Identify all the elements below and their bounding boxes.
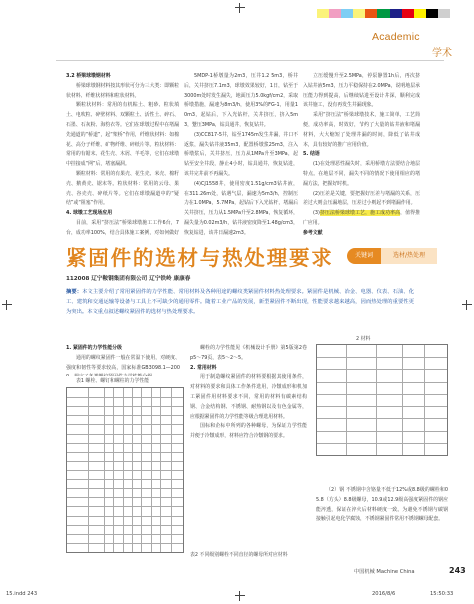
table-row-line bbox=[67, 424, 183, 425]
paragraph: 颗粒状材料：常用的有机粘土、粗砂、粒状填土、电吹粒、碎壁材料、双颗粒土、活性土、碎石、石墨、石灰粉、海豹衣等。它们在球墩过程中在堵漏先通道的“桥道”，起“架桥”作用，纤维状材料：如棉花、高分子纤维、矿物纤维、碎纸片等。粒状材料：常用的有锯末、花生壳、木屑、羊毛等，它们在球墩中挂接成“网”后，堵塞漏洞。 bbox=[66, 102, 179, 168]
table-row-line bbox=[67, 543, 183, 544]
color-swatch bbox=[365, 9, 377, 18]
register-mark-right bbox=[462, 300, 472, 310]
table-col-line bbox=[171, 388, 172, 552]
table-col-line bbox=[151, 388, 152, 552]
header-rule bbox=[56, 60, 444, 61]
color-swatch bbox=[317, 9, 329, 18]
table-col-line bbox=[132, 388, 133, 552]
color-swatch bbox=[353, 9, 365, 18]
table-col-line bbox=[376, 345, 377, 455]
article1-col1 bbox=[66, 72, 179, 236]
table-col-line bbox=[160, 388, 161, 552]
color-swatch bbox=[341, 9, 353, 18]
article1-col2 bbox=[184, 72, 298, 236]
abstract-label: 摘要： bbox=[66, 289, 83, 295]
paragraph: (3)CC817-5井，钻至1745m发生井漏，井口不返浆，漏失钻井液35m3，配置桥墩浆25m3，注入桥墩浆后，关井挤压，压力从1MPa升至3MPa，起钻至安全井段，静止4小时，钻具通井，恢复钻进，该井完井前不再漏失。 bbox=[184, 131, 298, 177]
page-number: 243 bbox=[449, 566, 466, 575]
slug-filename: 15.indd 243 bbox=[6, 591, 38, 597]
paragraph: 立压缓慢升至2.5MPa，停泵静置1h后，再次挤入钻井液5m3，压力平稳保持在2.0MPa，说明地层承压能力得到提高，后继续钻进至设计井深，顺利完成该井施工，没有再发生井漏现象。 bbox=[303, 73, 420, 109]
color-swatch bbox=[402, 9, 414, 18]
paragraph: （2）钢 不锈钢中含铬量不低于12%或8.8级的螺栓和05.8（方头）8.8级螺母，10.9或12.9级高强度紧固件的钢应能淬透，保证在淬火后材料硬度一致。为避免不锈钢与碳钢接触引起电化学腐蚀，不锈钢紧固件常用不锈钢螺母配套。 bbox=[316, 487, 448, 523]
table-row-line bbox=[317, 431, 447, 432]
section-heading: 5. 结语 bbox=[303, 151, 320, 158]
table-row-line bbox=[67, 506, 183, 507]
paragraph: 通用的螺纹紧固件一般在常温下使用，对硬度、强度和韧性等要求较高，国家标准GB3098.1—200 bbox=[66, 354, 180, 371]
table-row-line bbox=[317, 357, 447, 358]
article2-title: 紧固件的选材与热处理要求 bbox=[66, 246, 334, 270]
color-swatch bbox=[414, 9, 426, 18]
abstract-text: 本文主要介绍了常用紧固件的力学性能、常用材料及各种用途的螺纹类紧固件材料热处理要求。紧固件是机械、冶金、电器、仪表、石油、化工、建筑和交通运输等设备与工具上不可缺少的通用零件。随着工业产品的发展，新型紧固件不断出现，性能要求越来越高，因而热处理的重要性更为突出。本文重点叙述螺纹紧固件的选材与热处理要求。 bbox=[66, 289, 414, 315]
paragraph: (3)挤压法桥梁球墩工艺，施工成功率高，值得推广应用。 bbox=[303, 210, 420, 226]
table-row-line bbox=[317, 369, 447, 370]
tag-value: 选材/热处理 bbox=[381, 248, 437, 264]
color-swatch bbox=[390, 9, 402, 18]
color-proof-bar bbox=[305, 9, 450, 18]
table-col-line bbox=[402, 345, 403, 455]
brand-footer: 中国机械 Machine China bbox=[354, 569, 415, 575]
paragraph: 国标和企标中所列的各种螺母，为保证力学性能并便于冷镦成形，材料应符合冷镦钢的要求。 bbox=[190, 423, 307, 440]
color-swatch bbox=[377, 9, 389, 18]
table-row-line bbox=[67, 525, 183, 526]
slug-time: 15:50:33 bbox=[430, 591, 454, 597]
color-swatch bbox=[329, 9, 341, 18]
table-row-line bbox=[67, 534, 183, 535]
table-col-line bbox=[88, 388, 89, 552]
author-line: 112008 辽宁鞍钢集团有限公司 辽宁铁岭 康康春 bbox=[66, 276, 191, 282]
article2-col3 bbox=[316, 486, 448, 556]
section-title-cn: 学术 bbox=[432, 48, 452, 59]
table3 bbox=[316, 344, 448, 456]
article2-col1 bbox=[66, 344, 180, 376]
paragraph: (1)在处理恶性漏失时，采用桥墩方法要结合地层特点。在地层不同，漏失不同的情况下使用相应的堵漏方法，把握好时机。 bbox=[303, 161, 420, 187]
color-swatch bbox=[426, 9, 438, 18]
table-col-line bbox=[113, 388, 114, 552]
table-row-line bbox=[67, 434, 183, 435]
section-heading: 4. 球墩工艺现场应用 bbox=[66, 210, 113, 217]
abstract bbox=[66, 287, 414, 317]
article1-col3 bbox=[303, 72, 420, 236]
table-row-line bbox=[67, 443, 183, 444]
section-heading: 2. 常用材料 bbox=[190, 364, 217, 371]
table-col-line bbox=[346, 345, 347, 455]
paragraph: (2)压差是关键，要把握好压差与堵漏的关系，压差过大则会压漏地层，压差过小则起不到堵漏作用。 bbox=[303, 190, 420, 207]
section-heading: 参考文献 bbox=[303, 229, 323, 236]
table-row-line bbox=[317, 394, 447, 395]
section-heading: 3.2 桥梁球墩钢材料 bbox=[66, 73, 111, 79]
register-mark-top bbox=[235, 3, 245, 13]
table-row-line bbox=[317, 382, 447, 383]
table-row-line bbox=[317, 443, 447, 444]
color-swatch bbox=[438, 9, 450, 18]
table-col-line bbox=[141, 388, 142, 552]
table-row-line bbox=[317, 406, 447, 407]
table-row-line bbox=[67, 397, 183, 398]
table2-caption: 表2 不同级别螺栓不同直径的螺母所对应材料 bbox=[190, 552, 288, 558]
paragraph: 用于制造螺纹紧固件的材料要根据其使用条件，对材料的要求和具体工作条件选用，冷镦成形和机加工紧固件用材料要求不同，常用的材料有碳素结构钢、合金结构钢、不锈钢、耐热钢以及有色金属等，应根据紧固件的力学性能等级合理选用材料。 bbox=[190, 374, 307, 420]
table-col-line bbox=[123, 388, 124, 552]
table1-caption: 表1 螺栓、螺钉和螺柱的力学性能 bbox=[76, 378, 150, 384]
section-title-en: Academic bbox=[372, 31, 420, 43]
table3-label: 2 材料 bbox=[356, 336, 371, 342]
section-heading: 1. 紧固件的力学性能分级 bbox=[66, 345, 122, 351]
paragraph: (4)CJ1558井，使用密度1.51g/cm3钻井液，在311.26m处，钻遇气层，漏速为5m3/h，控制压力在1.0MPa，5.7MPa，起钻后下入光钻杆，堵漏后关井挤压，压力从1.5MPa升至2.8MPa，恢复循环，漏失量为0.02m3/h，钻井液密度降至1.48g/cm3，恢复钻进，该井日漏速2m3。 bbox=[184, 180, 298, 236]
slug-date: 2016/8/6 bbox=[372, 591, 396, 597]
table-row-line bbox=[67, 479, 183, 480]
paragraph: 螺栓的力学性能见《机械设计手册》第5版第2卷p5～79页，表5～2～5。 bbox=[190, 345, 307, 361]
register-mark-left bbox=[2, 300, 12, 310]
table-row-line bbox=[67, 406, 183, 407]
paragraph: 5MDP-1桥墩量为2m3，压井1.2 5m3，桥井后，关井挤压7.1m3，球墩效果较好，1日，钻至于3000m处时发生漏失，地面压力5.0kgf/cm2，采取桥墩措施，漏速为8m3/h，使用3%的FG-1，用量10m3，起钻后，下入光钻杆，关井挤压，挤入5m3，蹩压3MPa，钻具通井，恢复钻井。 bbox=[184, 73, 298, 128]
tag-label: 关键词 bbox=[347, 248, 381, 264]
table1 bbox=[66, 387, 184, 553]
paragraph: 颗粒材料：常用的有果壳、花生壳、米壳、棉籽壳、鹅黄壳、锯末等。粒状材料：常用的云母、果壳、谷壳壳、碎纸片等。它们在球墩漏道中的“疑结”或“阻塞”作用。 bbox=[66, 170, 179, 207]
table-row-line bbox=[67, 488, 183, 489]
table-row-line bbox=[67, 415, 183, 416]
table-row-line bbox=[317, 418, 447, 419]
paragraph: 采用“挤压法”桥梁球墩技术，施工简单，工艺简便，成功率高，时效好，节约了大量的钻井液和堵漏材料，大大缩短了处理井漏的时间，降低了钻井成本，具有较好的推广应用价值。 bbox=[303, 112, 420, 148]
highlighted-text: 挤压法桥梁球墩工艺，施工成功率高 bbox=[319, 210, 401, 217]
table-row-line bbox=[67, 461, 183, 462]
paragraph: 桥梁球墩钢材料按其形状可分为三大类：即颗粒状材料、纤维状材料和粒状材料。 bbox=[66, 82, 179, 99]
table-col-line bbox=[104, 388, 105, 552]
table-row-line bbox=[67, 497, 183, 498]
register-mark-bottom bbox=[235, 591, 245, 601]
table-row-line bbox=[67, 516, 183, 517]
table-col-line bbox=[424, 345, 425, 455]
color-swatch bbox=[305, 9, 317, 18]
paragraph: 目前，采用“挤压法”桥梁球墩施工工作6台，7台，成功率100%，结合具体施工案例，对如何做好 bbox=[66, 219, 179, 236]
table-row-line bbox=[67, 470, 183, 471]
table-row-line bbox=[67, 452, 183, 453]
article2-col2 bbox=[190, 344, 307, 540]
